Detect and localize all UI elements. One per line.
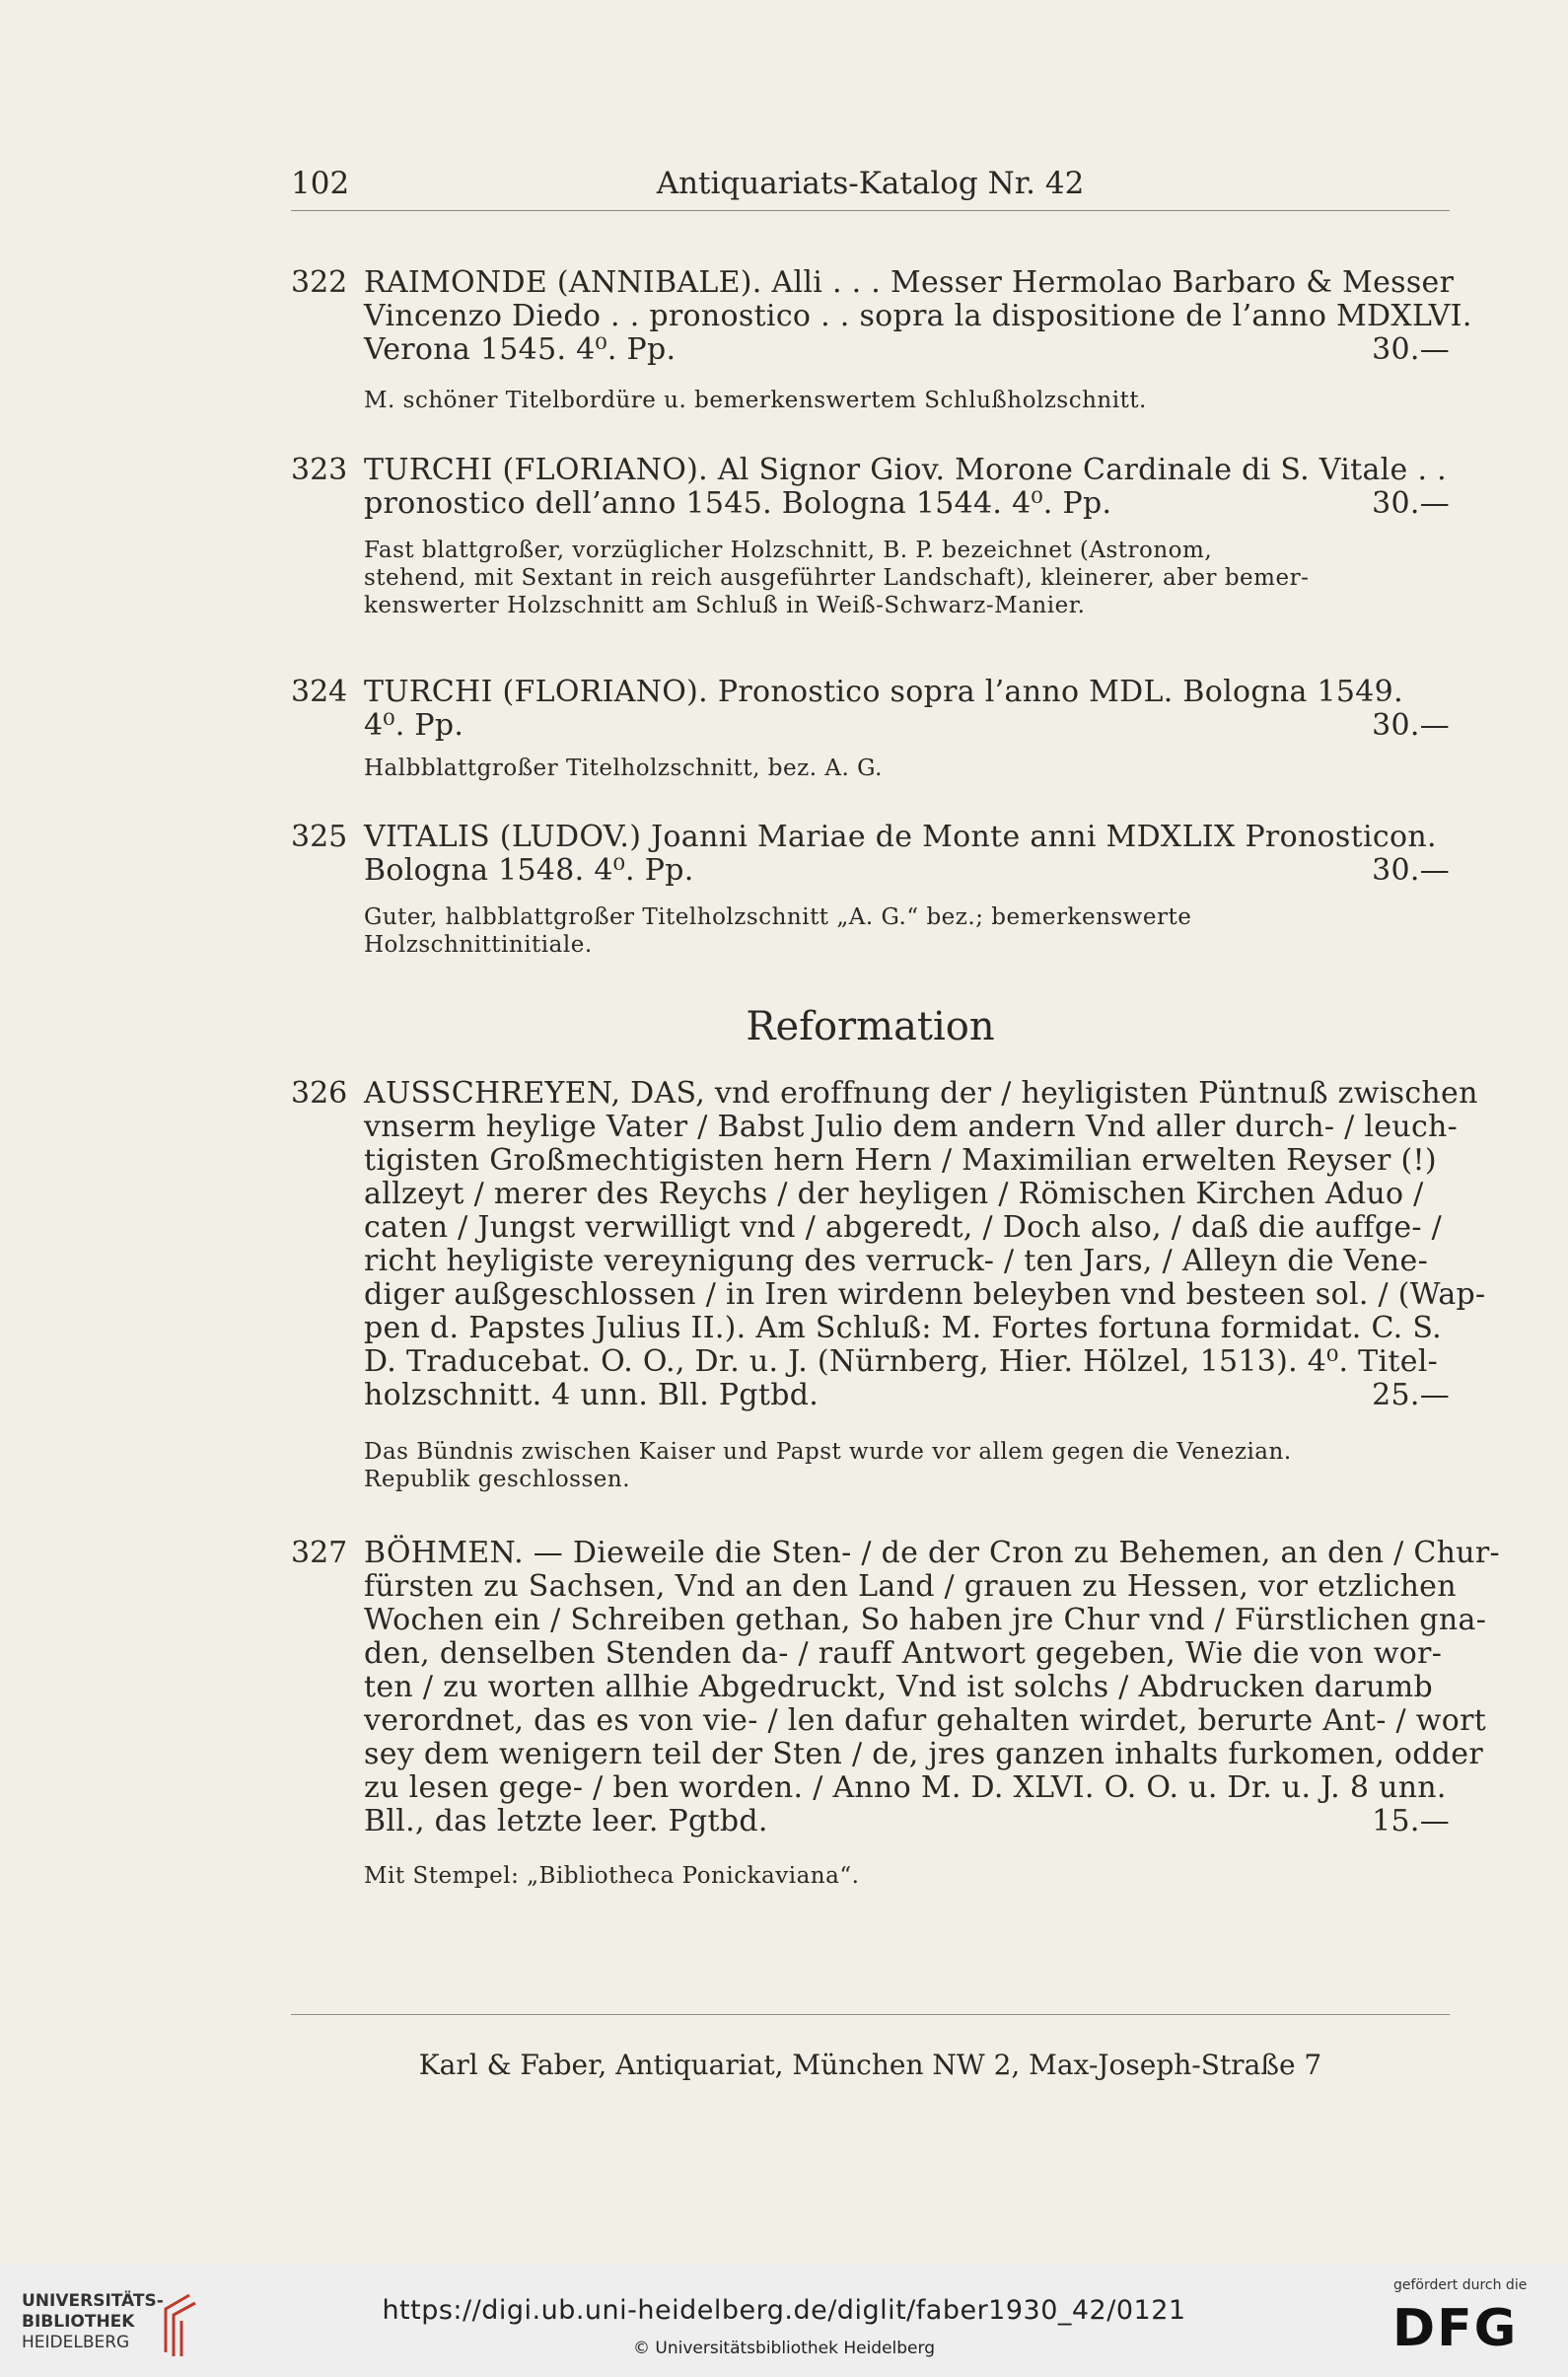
entry-line: TURCHI (FLORIANO). Pronostico sopra l’anno MDL. Bologna 1549. bbox=[364, 675, 1403, 709]
entry-note bbox=[364, 755, 1450, 782]
entry-number: 324 bbox=[291, 675, 348, 709]
entry-line: den, denselben Stenden da- / rauff Antwort gegeben, Wie die von wor- bbox=[364, 1636, 1443, 1671]
entry-line: zu lesen gege- / ben worden. / Anno M. D. XLVI. O. O. u. Dr. u. J. 8 unn. bbox=[364, 1770, 1447, 1805]
copyright-notice: © Universitätsbibliothek Heidelberg bbox=[632, 2339, 935, 2358]
permalink-url[interactable]: https://digi.ub.uni-heidelberg.de/diglit/faber1930_42/0121 bbox=[382, 2295, 1186, 2326]
entry-line: Wochen ein / Schreiben gethan, So haben jre Chur vnd / Fürstlichen gna- bbox=[364, 1603, 1487, 1637]
page-number: 102 bbox=[291, 166, 350, 201]
entry-line: ten / zu worten allhie Abgedruckt, Vnd ist solchs / Abdrucken darumb bbox=[364, 1670, 1433, 1704]
entry-number: 327 bbox=[291, 1536, 348, 1570]
note-line: M. schöner Titelbordüre u. bemerkenswertem Schlußholzschnitt. bbox=[364, 388, 1147, 413]
entry-price: 15.— bbox=[1372, 1804, 1450, 1838]
entry-line: pen d. Papstes Julius II.). Am Schluß: M. Fortes fortuna formidat. C. S. bbox=[364, 1311, 1442, 1345]
entry-line: diger außgeschlossen / in Iren wirdenn beleyben vnd besteen sol. / (Wap- bbox=[364, 1277, 1486, 1312]
entry-number: 325 bbox=[291, 820, 348, 854]
entry-note bbox=[364, 903, 1450, 959]
entry-line: allzeyt / merer des Reychs / der heyligen / Römischen Kirchen Aduo / bbox=[364, 1177, 1424, 1211]
library-city: HEIDELBERG bbox=[22, 2333, 130, 2352]
note-line: stehend, mit Sextant in reich ausgeführter Landschaft), kleinerer, aber bemer- bbox=[364, 565, 1310, 591]
entry-note bbox=[364, 1862, 1450, 1890]
entry-line: richt heyligiste vereynigung des verruck- / ten Jars, / Alleyn die Vene- bbox=[364, 1244, 1429, 1278]
entry-line: pronostico dell’anno 1545. Bologna 1544. 4⁰. Pp. bbox=[364, 486, 1112, 521]
section-title: Reformation bbox=[746, 1004, 995, 1049]
header-rule bbox=[291, 210, 1450, 211]
entry-price: 30.— bbox=[1372, 332, 1450, 367]
entry-price: 25.— bbox=[1372, 1378, 1450, 1412]
note-line: Halbblattgroßer Titelholzschnitt, bez. A. G. bbox=[364, 756, 883, 781]
entry-text bbox=[364, 454, 1450, 521]
dfg-logo[interactable]: DFG bbox=[1392, 2299, 1519, 2358]
entry-line: holzschnitt. 4 unn. Bll. Pgtbd. bbox=[364, 1378, 820, 1412]
note-line: Republik geschlossen. bbox=[364, 1467, 631, 1492]
entry-number: 326 bbox=[291, 1076, 348, 1111]
entry-number: 323 bbox=[291, 453, 348, 487]
entry-text bbox=[364, 676, 1450, 743]
entry-line: caten / Jungst verwilligt vnd / abgeredt, / Doch also, / daß die auffge- / bbox=[364, 1210, 1443, 1245]
entry-line: Verona 1545. 4⁰. Pp. bbox=[364, 332, 677, 367]
note-line: Fast blattgroßer, vorzüglicher Holzschnitt, B. P. bezeichnet (Astronom, bbox=[364, 538, 1213, 563]
running-title: Antiquariats-Katalog Nr. 42 bbox=[656, 166, 1085, 201]
entry-note bbox=[364, 1438, 1450, 1493]
entry-text bbox=[364, 821, 1450, 888]
entry-line: tigisten Großmechtigisten hern Hern / Maximilian erwelten Reyser (!) bbox=[364, 1143, 1437, 1178]
funding-note: gefördert durch die bbox=[1393, 2277, 1528, 2293]
entry-price: 30.— bbox=[1372, 853, 1450, 888]
note-line: Mit Stempel: „Bibliotheca Ponickaviana“. bbox=[364, 1863, 860, 1889]
entry-line: D. Traducebat. O. O., Dr. u. J. (Nürnberg, Hier. Hölzel, 1513). 4⁰. Titel- bbox=[364, 1344, 1439, 1379]
entry-note bbox=[364, 387, 1450, 414]
entry-text bbox=[364, 1076, 1486, 1412]
entry-line: RAIMONDE (ANNIBALE). Alli . . . Messer Hermolao Barbaro & Messer bbox=[364, 265, 1455, 300]
entry-line: TURCHI (FLORIANO). Al Signor Giov. Morone Cardinale di S. Vitale . . bbox=[364, 453, 1447, 487]
entry-number: 322 bbox=[291, 265, 348, 300]
entry-text bbox=[364, 1536, 1500, 1838]
entry-line: sey dem wenigern teil der Sten / de, jres ganzen inhalts furkomen, odder bbox=[364, 1737, 1483, 1771]
entry-line: 4⁰. Pp. bbox=[364, 708, 464, 743]
entry-line: Bll., das letzte leer. Pgtbd. bbox=[364, 1804, 768, 1838]
page-header bbox=[291, 166, 1450, 205]
publisher-footer: Karl & Faber, Antiquariat, München NW 2, Max-Joseph-Straße 7 bbox=[418, 2049, 1322, 2081]
entry-line: AUSSCHREYEN, DAS, vnd eroffnung der / heyligisten Püntnuß zwischen bbox=[364, 1076, 1478, 1111]
entry-line: vnserm heylige Vater / Babst Julio dem andern Vnd aller durch- / leuch- bbox=[364, 1110, 1459, 1144]
entry-line: Vincenzo Diedo . . pronostico . . sopra la dispositione de l’anno MDXLVI. bbox=[364, 299, 1472, 333]
entry-line: VITALIS (LUDOV.) Joanni Mariae de Monte anni MDXLIX Pronosticon. bbox=[364, 820, 1437, 854]
library-name-line: UNIVERSITÄTS- bbox=[22, 2291, 164, 2311]
entry-text bbox=[364, 265, 1472, 367]
entry-note bbox=[364, 537, 1450, 619]
library-name-line: BIBLIOTHEK bbox=[22, 2312, 135, 2332]
digitization-bar bbox=[0, 2264, 1568, 2377]
note-line: Das Bündnis zwischen Kaiser und Papst wurde vor allem gegen die Venezian. bbox=[364, 1439, 1292, 1465]
note-line: Guter, halbblattgroßer Titelholzschnitt „A. G.“ bez.; bemerkenswerte bbox=[364, 904, 1192, 930]
entry-line: verordnet, das es von vie- / len dafur gehalten wirdet, berurte Ant- / wort bbox=[364, 1703, 1487, 1738]
entry-line: BÖHMEN. — Dieweile die Sten- / de der Cron zu Behemen, an den / Chur- bbox=[364, 1536, 1500, 1570]
note-line: Holzschnittinitiale. bbox=[364, 932, 593, 958]
footer-rule bbox=[291, 2014, 1450, 2015]
entry-line: Bologna 1548. 4⁰. Pp. bbox=[364, 853, 694, 888]
entry-price: 30.— bbox=[1372, 708, 1450, 743]
entry-line: fürsten zu Sachsen, Vnd an den Land / grauen zu Hessen, vor etzlichen bbox=[364, 1569, 1457, 1604]
note-line: kenswerter Holzschnitt am Schluß in Weiß-Schwarz-Manier. bbox=[364, 593, 1086, 618]
entry-price: 30.— bbox=[1372, 486, 1450, 521]
